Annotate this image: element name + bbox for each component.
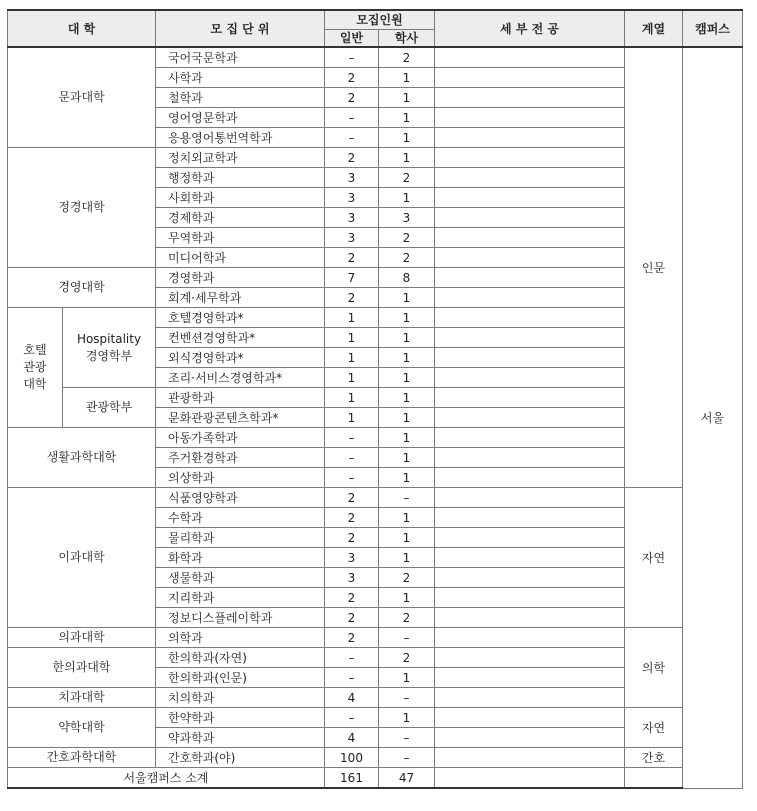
major-cell	[435, 768, 625, 789]
general-count-cell: 1	[325, 408, 379, 428]
college-cell: 호텔 관광 대학	[8, 308, 63, 428]
general-count-cell: 2	[325, 508, 379, 528]
unit-cell: 문화관광콘텐츠학과*	[156, 408, 325, 428]
unit-cell: 국어국문학과	[156, 47, 325, 68]
major-cell	[435, 668, 625, 688]
total-label: 서울캠퍼스 소계	[8, 768, 325, 789]
bachelor-count-cell: 2	[379, 608, 435, 628]
major-cell	[435, 348, 625, 368]
bachelor-count-cell: 3	[379, 208, 435, 228]
major-cell	[435, 408, 625, 428]
bachelor-count-cell: 1	[379, 388, 435, 408]
general-count-cell: –	[325, 108, 379, 128]
school-cell: Hospitality 경영학부	[63, 308, 156, 388]
unit-cell: 경영학과	[156, 268, 325, 288]
track-cell: 자연	[625, 488, 683, 628]
bachelor-count-cell: –	[379, 688, 435, 708]
bachelor-count-cell: 1	[379, 188, 435, 208]
total-general: 161	[325, 768, 379, 789]
general-count-cell: 2	[325, 588, 379, 608]
track-cell: 의학	[625, 628, 683, 708]
bachelor-count-cell: 2	[379, 568, 435, 588]
track-cell: 인문	[625, 47, 683, 488]
bachelor-count-cell: 1	[379, 348, 435, 368]
bachelor-count-cell: 2	[379, 248, 435, 268]
major-cell	[435, 128, 625, 148]
major-cell	[435, 688, 625, 708]
unit-cell: 생물학과	[156, 568, 325, 588]
bachelor-count-cell: 1	[379, 368, 435, 388]
major-cell	[435, 308, 625, 328]
major-cell	[435, 468, 625, 488]
table-row	[8, 47, 743, 68]
general-count-cell: 1	[325, 348, 379, 368]
general-count-cell: 2	[325, 288, 379, 308]
college-cell: 경영대학	[8, 268, 156, 308]
unit-cell: 행정학과	[156, 168, 325, 188]
bachelor-count-cell: 2	[379, 168, 435, 188]
unit-cell: 약과학과	[156, 728, 325, 748]
bachelor-count-cell: 1	[379, 588, 435, 608]
unit-cell: 의학과	[156, 628, 325, 648]
college-cell: 정경대학	[8, 148, 156, 268]
unit-cell: 무역학과	[156, 228, 325, 248]
header-quota: 모집인원	[325, 10, 435, 30]
college-cell: 이과대학	[8, 488, 156, 628]
bachelor-count-cell: 1	[379, 288, 435, 308]
major-cell	[435, 228, 625, 248]
bachelor-count-cell: 8	[379, 268, 435, 288]
unit-cell: 화학과	[156, 548, 325, 568]
college-cell: 생활과학대학	[8, 428, 156, 488]
general-count-cell: –	[325, 448, 379, 468]
major-cell	[435, 328, 625, 348]
unit-cell: 수학과	[156, 508, 325, 528]
bachelor-count-cell: 1	[379, 428, 435, 448]
major-cell	[435, 47, 625, 68]
major-cell	[435, 248, 625, 268]
bachelor-count-cell: 1	[379, 708, 435, 728]
table-row	[8, 748, 743, 768]
general-count-cell: 1	[325, 388, 379, 408]
school-cell: 관광학부	[63, 388, 156, 428]
unit-cell: 한의학과(자연)	[156, 648, 325, 668]
general-count-cell: 2	[325, 608, 379, 628]
track-cell: 간호	[625, 748, 683, 768]
total-row	[8, 768, 743, 789]
college-cell: 한의과대학	[8, 648, 156, 688]
general-count-cell: –	[325, 47, 379, 68]
bachelor-count-cell: 1	[379, 408, 435, 428]
bachelor-count-cell: 1	[379, 668, 435, 688]
unit-cell: 한의학과(인문)	[156, 668, 325, 688]
general-count-cell: –	[325, 128, 379, 148]
major-cell	[435, 608, 625, 628]
bachelor-count-cell: 1	[379, 88, 435, 108]
general-count-cell: 2	[325, 628, 379, 648]
major-cell	[435, 628, 625, 648]
major-cell	[435, 168, 625, 188]
major-cell	[435, 588, 625, 608]
unit-cell: 아동가족학과	[156, 428, 325, 448]
unit-cell: 지리학과	[156, 588, 325, 608]
major-cell	[435, 568, 625, 588]
bachelor-count-cell: –	[379, 748, 435, 768]
unit-cell: 조리·서비스경영학과*	[156, 368, 325, 388]
unit-cell: 정치외교학과	[156, 148, 325, 168]
bachelor-count-cell: 1	[379, 308, 435, 328]
header-track: 계열	[625, 10, 683, 47]
general-count-cell: 4	[325, 728, 379, 748]
major-cell	[435, 88, 625, 108]
header-major: 세 부 전 공	[435, 10, 625, 47]
unit-cell: 영어영문학과	[156, 108, 325, 128]
unit-cell: 회계·세무학과	[156, 288, 325, 308]
major-cell	[435, 68, 625, 88]
general-count-cell: 2	[325, 528, 379, 548]
bachelor-count-cell: 1	[379, 108, 435, 128]
major-cell	[435, 368, 625, 388]
bachelor-count-cell: 1	[379, 68, 435, 88]
college-cell: 의과대학	[8, 628, 156, 648]
general-count-cell: 100	[325, 748, 379, 768]
bachelor-count-cell: 1	[379, 128, 435, 148]
unit-cell: 치의학과	[156, 688, 325, 708]
total-bachelor: 47	[379, 768, 435, 789]
general-count-cell: 1	[325, 368, 379, 388]
general-count-cell: 2	[325, 488, 379, 508]
major-cell	[435, 508, 625, 528]
unit-cell: 철학과	[156, 88, 325, 108]
general-count-cell: 2	[325, 88, 379, 108]
unit-cell: 경제학과	[156, 208, 325, 228]
unit-cell: 정보디스플레이학과	[156, 608, 325, 628]
college-cell: 약학대학	[8, 708, 156, 748]
general-count-cell: 3	[325, 188, 379, 208]
bachelor-count-cell: 1	[379, 468, 435, 488]
general-count-cell: 3	[325, 548, 379, 568]
general-count-cell: –	[325, 648, 379, 668]
general-count-cell: 3	[325, 228, 379, 248]
bachelor-count-cell: 1	[379, 528, 435, 548]
table-body	[8, 47, 743, 788]
major-cell	[435, 188, 625, 208]
general-count-cell: 7	[325, 268, 379, 288]
header-bachelor: 학사	[379, 30, 435, 48]
unit-cell: 물리학과	[156, 528, 325, 548]
bachelor-count-cell: 2	[379, 228, 435, 248]
major-cell	[435, 548, 625, 568]
campus-cell: 서울	[683, 47, 743, 788]
general-count-cell: 3	[325, 168, 379, 188]
header-college: 대 학	[8, 10, 156, 47]
major-cell	[435, 488, 625, 508]
major-cell	[435, 528, 625, 548]
major-cell	[435, 708, 625, 728]
unit-cell: 한약학과	[156, 708, 325, 728]
general-count-cell: 3	[325, 208, 379, 228]
unit-cell: 사학과	[156, 68, 325, 88]
unit-cell: 외식경영학과*	[156, 348, 325, 368]
college-cell: 간호과학대학	[8, 748, 156, 768]
general-count-cell: –	[325, 668, 379, 688]
header-campus: 캠퍼스	[683, 10, 743, 47]
unit-cell: 간호학과(야)	[156, 748, 325, 768]
table-row	[8, 488, 743, 508]
bachelor-count-cell: –	[379, 728, 435, 748]
general-count-cell: 1	[325, 328, 379, 348]
general-count-cell: 1	[325, 308, 379, 328]
unit-cell: 관광학과	[156, 388, 325, 408]
college-cell: 치과대학	[8, 688, 156, 708]
unit-cell: 식품영양학과	[156, 488, 325, 508]
major-cell	[435, 208, 625, 228]
bachelor-count-cell: 1	[379, 548, 435, 568]
major-cell	[435, 748, 625, 768]
major-cell	[435, 648, 625, 668]
college-cell: 문과대학	[8, 47, 156, 148]
major-cell	[435, 428, 625, 448]
general-count-cell: 4	[325, 688, 379, 708]
major-cell	[435, 108, 625, 128]
track-cell	[625, 768, 683, 789]
header-general: 일반	[325, 30, 379, 48]
major-cell	[435, 268, 625, 288]
general-count-cell: 3	[325, 568, 379, 588]
table-row	[8, 708, 743, 728]
general-count-cell: –	[325, 708, 379, 728]
major-cell	[435, 448, 625, 468]
bachelor-count-cell: –	[379, 628, 435, 648]
bachelor-count-cell: 1	[379, 328, 435, 348]
unit-cell: 사회학과	[156, 188, 325, 208]
general-count-cell: 2	[325, 68, 379, 88]
general-count-cell: 2	[325, 148, 379, 168]
admission-quota-table	[7, 9, 743, 789]
unit-cell: 호텔경영학과*	[156, 308, 325, 328]
bachelor-count-cell: 1	[379, 508, 435, 528]
table-row	[8, 628, 743, 648]
bachelor-count-cell: 2	[379, 648, 435, 668]
major-cell	[435, 728, 625, 748]
general-count-cell: –	[325, 428, 379, 448]
unit-cell: 컨벤션경영학과*	[156, 328, 325, 348]
track-cell: 자연	[625, 708, 683, 748]
unit-cell: 의상학과	[156, 468, 325, 488]
header-unit: 모 집 단 위	[156, 10, 325, 47]
major-cell	[435, 288, 625, 308]
major-cell	[435, 388, 625, 408]
unit-cell: 주거환경학과	[156, 448, 325, 468]
unit-cell: 응용영어통번역학과	[156, 128, 325, 148]
bachelor-count-cell: 1	[379, 448, 435, 468]
bachelor-count-cell: 1	[379, 148, 435, 168]
bachelor-count-cell: –	[379, 488, 435, 508]
major-cell	[435, 148, 625, 168]
unit-cell: 미디어학과	[156, 248, 325, 268]
bachelor-count-cell: 2	[379, 47, 435, 68]
general-count-cell: –	[325, 468, 379, 488]
general-count-cell: 2	[325, 248, 379, 268]
